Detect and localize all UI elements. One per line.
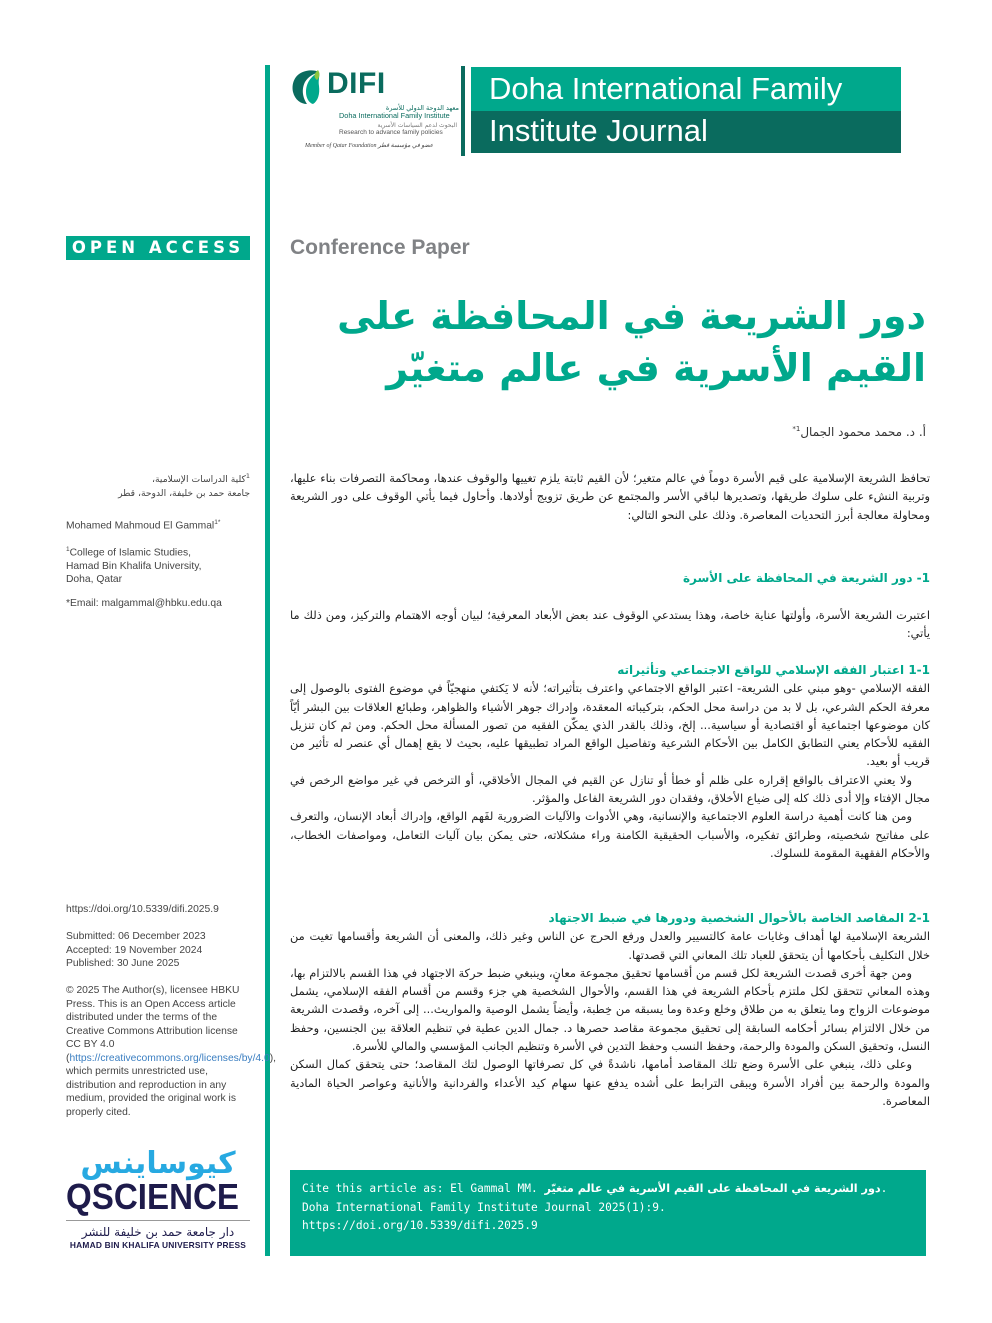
- license-text-post: ), which permits unrestricted use, distribution and reproduction in any medium, provided the original work is properly cited.: [66, 1052, 277, 1118]
- cite-suffix: . Doha International Family Institute Journal 2025(1):9.: [302, 1182, 888, 1214]
- article-type-label: Conference Paper: [290, 236, 470, 259]
- subsection2-para3: وعلى ذلك، ينبغي على الأسرة وضع تلك المقاصد أمامها، ناشدةً في كل تصرفاتها الوصول لتك المقاصد؛ حتى يتحقق كمال السكن والمودة والرحمة بين أفراد الأسرة ويبقى الترابط على أشده يدفع عنها سهام كيد الأعداء والفردانية والأنانية وعواصر الحياة المادية المعاصرة.: [290, 1057, 930, 1108]
- publication-dates: [66, 930, 250, 971]
- journal-title-line2: Institute Journal: [471, 111, 901, 153]
- open-access-badge: OPEN ACCESS: [66, 236, 250, 260]
- author-name-en: [66, 516, 250, 533]
- accepted-date: Accepted: 19 November 2024: [66, 944, 203, 956]
- submitted-date: Submitted: 06 December 2023: [66, 931, 206, 942]
- affiliation-en-sup: 1: [66, 546, 70, 553]
- license-link[interactable]: https://creativecommons.org/licenses/by/4.0: [69, 1052, 270, 1064]
- license-notice: [66, 984, 277, 1119]
- author-sup: 1*: [792, 425, 801, 433]
- doi-link[interactable]: https://doi.org/10.5339/difi.2025.9: [66, 904, 219, 915]
- logo-english-name: Doha International Family Institute: [339, 111, 450, 120]
- affiliation-ar-sup: 1: [245, 472, 250, 480]
- subsection1-para1: الفقه الإسلامي -وهو مبني على الشريعة- اعتبر الواقع الاجتماعي واعترف بتأثيراته؛ لأنه لا يَكتفي منهجيّاً في موضوع الفتوى بالوصول إلى معرفة الحكم الشرعي، بل لا بد من دراسة محل الحكم، بتركيباته المعقدة، وإدراك جوهر الأشياء والظواهر، وطبائع العلاقات بين البشر أيّاً كان موضوعها اجتماعية أو اقتصادية أو سياسية... إلخ، وذلك بالقدر الذي يمكّن الفقيه من تصور المسألة محل الحكم. ومن ثم كان تنزيل الفقيه للأحكام يعني التطابق الكامل بين الأحكام الشرعية وتفاصيل الواقع المراد تطبيقها عليه، بحيث لا يقع إهمال أي عنصر له تأثير من قريب أو بعيد.: [290, 681, 930, 769]
- section1-paragraph: [290, 606, 930, 643]
- subsection2: [290, 909, 930, 1110]
- author-name-ar: أ. د. محمد محمود الجمال: [800, 425, 926, 439]
- subsection1-para3: ومن هنا كانت أهمية دراسة العلوم الاجتماعية والإنسانية، وهي الأدوات والآليات الضرورية لفَهم الواقع، وإدراك أبعاد الإنسان، والتعرف على مفاتيح شخصيته، وطرائق تفكيره، والأسباب الحقيقية الكامنة وراء مشكلاته، حتى يمكن بيان آليات التعامل، ومواصفات الخطاب، والأحكام الفقهية المقومة للسلوك.: [290, 809, 930, 860]
- section1-text: اعتبرت الشريعة الأسرة، وأولتها عناية خاصة، وهذا يستدعي الوقوف عند بعض الأبعاد المعرفية؛ لبيان أوجه الاهتمام والتركيز، ومن ذلك ما يأتي:: [290, 608, 930, 641]
- logo-arabic-name: معهد الدوحة الدولي للأسرة: [385, 104, 459, 112]
- license-text-pre: © 2025 The Author(s), licensee HBKU Press. This is an Open Access article distributed under the terms of the Creative Commons Attribution license CC BY 4.0 (: [66, 985, 240, 1064]
- affiliation-en-line3: Doha, Qatar: [66, 574, 123, 586]
- cite-box: [290, 1170, 926, 1256]
- cite-doi-link[interactable]: https://doi.org/10.5339/difi.2025.9: [302, 1219, 538, 1232]
- qscience-rule: [66, 1220, 250, 1221]
- affiliation-arabic: [66, 470, 250, 500]
- qscience-wordmark: QSCIENCE: [66, 1176, 240, 1217]
- affiliation-ar-line2: جامعة حمد بن خليفة، الدوحة، قطر: [118, 487, 250, 499]
- subsection1: [290, 661, 930, 862]
- subsection2-heading: 2-1 المقاصد الخاصة بالأحوال الشخصية ودورها في ضبط الاجتهاد: [548, 911, 930, 925]
- subsection1-para2: ولا يعني الاعتراف بالواقع إقراره على ظلم أو خطأ أو تنازل عن القيم في المجال الأخلاقي، أو الترخص في غير مواضع الرخص في مجال الإفتاء وإلا أدى ذلك كله إلى ضياع الأخلاق، وفقدان دور الشريعة الفاعل والمؤثر.: [290, 772, 930, 806]
- affiliation-en-line1: College of Islamic Studies,: [69, 547, 191, 559]
- header-divider: [461, 66, 465, 156]
- left-accent-rule: [265, 65, 270, 1256]
- qscience-arabic: كيوساينس: [80, 1146, 236, 1181]
- author-en-sup: 1*: [214, 519, 221, 526]
- article-title: دور الشريعة في المحافظة على القيم الأسرية في عالم متغيّر: [337, 294, 926, 390]
- published-date: Published: 30 June 2025: [66, 958, 180, 969]
- affiliation-en-line2: Hamad Bin Khalifa University,: [66, 560, 202, 572]
- difi-wordmark: DIFI: [327, 67, 386, 100]
- author-en-text: Mohamed Mahmoud El Gammal: [66, 520, 215, 532]
- affiliation-english: [66, 543, 250, 587]
- cite-prefix: Cite this article as: El Gammal MM.: [302, 1182, 545, 1195]
- journal-title-line1: Doha International Family: [471, 67, 901, 111]
- author-line: [792, 425, 926, 439]
- intro-text: تحافظ الشريعة الإسلامية على قيم الأسرة دوماً في عالم متغير؛ لأن القيم ثابتة يلزم تغييها والوقوف عندها، ومحاكمة التصرفات بناء عليها، وتربية النشء على سلوك طريقها، وتصديرها لباقي الأسر والمجتمع عن طريق تزويج أولادها. وأحاول فيما يأتي الوقوف على دور الشريعة ومحاولة معالجة أبرز التحديات المعاصرة. وذلك على النحو التالي:: [290, 471, 930, 522]
- logo-member-line: Member of Qatar Foundation عضو في مؤسسة قطر: [305, 143, 434, 149]
- affiliation-ar-line1: كلية الدراسات الإسلامية،: [152, 474, 246, 486]
- press-arabic: دار جامعة حمد بن خليفة للنشر: [81, 1225, 235, 1239]
- intro-paragraph: [290, 469, 930, 524]
- logo-arabic-tagline: البحوث لدعم السياسات الأسرية: [377, 122, 457, 129]
- subsection2-para1: الشريعة الإسلامية لها أهداف وغايات عامة كالتسيير والعدل ورفع الحرج عن الناس وغير ذلك، والمعنى أن الشريعة وأقسامها تغيت من خلال التكليف بأحكامها أن يتحقق للعباد تلك المعاني التي قصدتها.: [290, 929, 930, 962]
- difi-logo: [289, 64, 459, 156]
- subsection2-para2: ومن جهة أخرى قصدت الشريعة لكل قسم من أقسامها تحقيق مجموعة معانٍ، وينبغي ضبط حركة الاجتهاد في هذا القسم بالالتزام بها، وهذه المعاني تتحقق لكل ملتزم بأحكام الشريعة في هذا القسم، والأحوال الشخصية هي جزء وقسم من أقسام الفقه الإسلامي، يشمل موضوعات الزواج وما يتعلق به من طلاق وخلع وعدة وما يسبقه من خِطبة، وأيضاً يشمل الوصية والمواريث... إلى آخره، وقصدت الشريعة من خلال الالتزام بسائر أحكامه السابقة إلى تحقيق مجموعة مقاصد حصرها د. جمال الدين عطية في تنظيم العلاقة بين الجنسين، وحفظ النسل، وتحقيق السكن والمودة والرحمة، وحفظ النسب وحفظ التدين في الأسرة وتنظيم الجانب المؤسسي والمالي للأسرة.: [290, 965, 930, 1054]
- logo-english-tagline: Research to advance family policies: [339, 129, 443, 136]
- author-email[interactable]: *Email: malgammal@hbku.edu.qa: [66, 598, 222, 609]
- subsection1-heading: 1-1 اعتبار الفقه الإسلامي للواقع الاجتماعي وتأثيراته: [617, 663, 930, 677]
- press-english: HAMAD BIN KHALIFA UNIVERSITY PRESS: [69, 1240, 247, 1250]
- qscience-logo: [66, 1148, 250, 1250]
- section1-heading: 1- دور الشريعة في المحافظة على الأسرة: [682, 571, 930, 585]
- difi-leaf-icon: [291, 68, 321, 106]
- cite-title-ar: دور الشريعة في المحافظة على القيم الأسرية في عالم متغيّر: [544, 1182, 881, 1195]
